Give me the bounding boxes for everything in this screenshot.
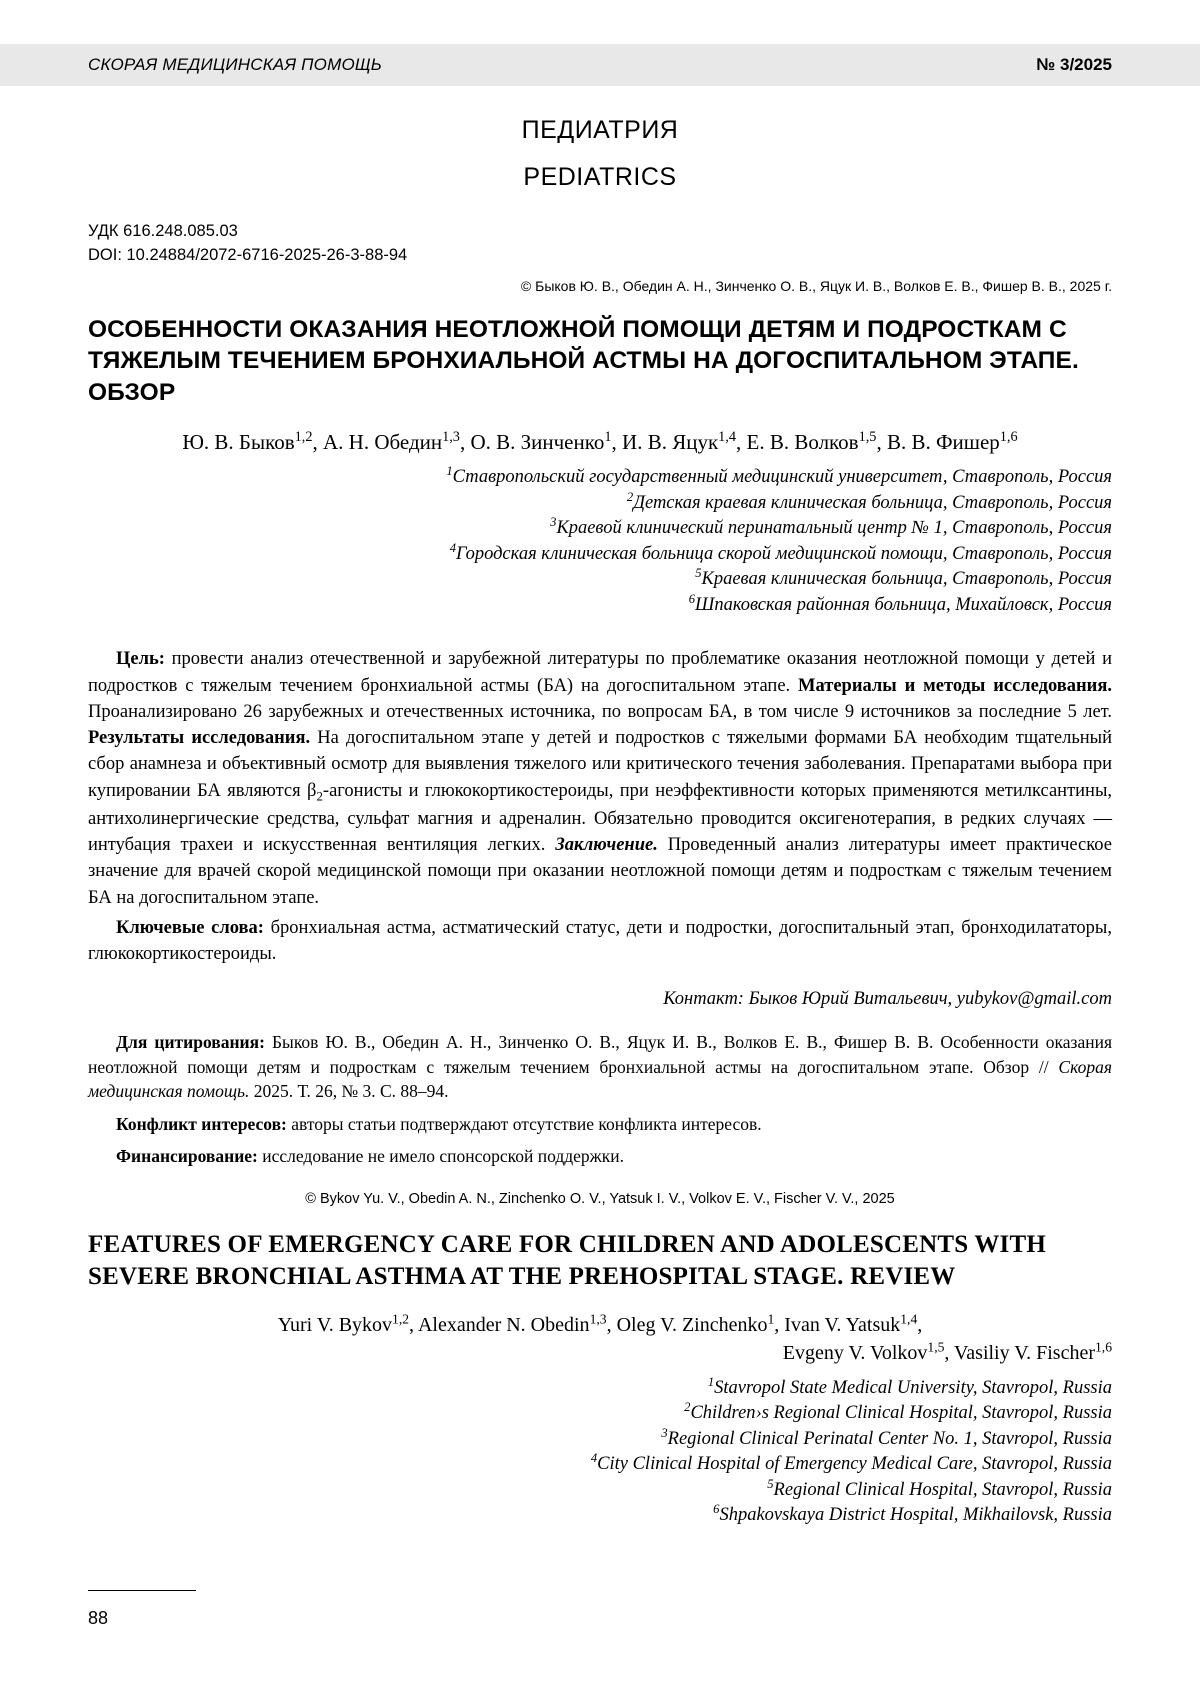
- affiliation-item: $^6$Shpakovskaya District Hospital, Mikhailovsk, Russia: [713, 1502, 1112, 1526]
- keywords-text: бронхиальная астма, астматический статус, дети и подростки, догоспитальный этап, бронходилататоры, глюкокортикостероиды.: [88, 917, 1112, 965]
- article-title-en: FEATURES OF EMERGENCY CARE FOR CHILDREN AND ADOLESCENTS WITH SEVERE BRONCHIAL ASTHMA AT THE PREHOSPITAL STAGE. REVIEW: [88, 1230, 1046, 1290]
- section-title-ru: ПЕДИАТРИЯ: [521, 116, 679, 144]
- footer-divider: [88, 1590, 196, 1591]
- copyright-en: © Bykov Yu. V., Obedin A. N., Zinchenko O. V., Yatsuk I. V., Volkov E. V., Fischer V. V., 2025: [305, 1190, 895, 1207]
- abstract-label-conclusion: Заключение.: [555, 835, 658, 856]
- contact-line: Контакт: Быков Юрий Витальевич, yubykov@gmail.com: [663, 989, 1112, 1010]
- affiliations-ru: [88, 465, 1112, 618]
- keywords-ru: [88, 915, 1112, 968]
- affiliation-item: $^4$City Clinical Hospital of Emergency Medical Care, Stavropol, Russia: [590, 1451, 1112, 1475]
- abstract-label-aim: Цель:: [116, 649, 165, 670]
- section-title-en: PEDIATRICS: [523, 163, 677, 191]
- abstract-text-methods: Проанализировано 26 зарубежных и отечественных источника, по вопросам БА, в том числе 9 источников за последние 5 лет.: [88, 701, 1112, 722]
- citation-label: Для цитирования:: [116, 1032, 265, 1053]
- affiliation-item: $^2$Children›s Regional Clinical Hospital, Stavropol, Russia: [684, 1400, 1112, 1424]
- abstract-label-results: Результаты исследования.: [88, 728, 311, 749]
- udk-code: УДК 616.248.085.03: [88, 222, 238, 240]
- authors-en: Yuri V. Bykov$^{1,2}$, Alexander N. Obedin$^{1,3}$, Oleg V. Zinchenko$^1$, Ivan V. Yatsuk$^{1,4}$, Evgeny V. Volkov$^{1,5}$, Vasiliy V. Fischer$^{1,6}$: [88, 1311, 1112, 1368]
- citation-text-after: 2025. Т. 26, № 3. С. 88–94.: [249, 1081, 449, 1102]
- abstract-text-aim: провести анализ отечественной и зарубежной литературы по проблематике оказания неотложной помощи у детей и подростков с тяжелым течением бронхиальной астмы (БА) на догоспитальном этапе.: [88, 649, 1112, 696]
- article-title-ru: ОСОБЕННОСТИ ОКАЗАНИЯ НЕОТЛОЖНОЙ ПОМОЩИ ДЕТЯМ И ПОДРОСТКАМ С ТЯЖЕЛЫМ ТЕЧЕНИЕМ БРОНХИАЛЬНОЙ АСТМЫ НА ДОГОСПИТАЛЬНОМ ЭТАПЕ. ОБЗОР: [88, 315, 1079, 406]
- authors-en-line2: Evgeny V. Volkov$^{1,5}$, Vasiliy V. Fischer$^{1,6}$: [782, 1339, 1112, 1365]
- journal-name: СКОРАЯ МЕДИЦИНСКАЯ ПОМОЩЬ: [88, 55, 383, 74]
- identifiers-block: [88, 220, 1112, 268]
- running-head: [88, 44, 1112, 86]
- doi-code: DOI: 10.24884/2072-6716-2025-26-3-88-94: [88, 245, 408, 264]
- affiliation-item: $^1$Stavropol State Medical University, Stavropol, Russia: [707, 1374, 1112, 1398]
- affiliation-item: $^3$Краевой клинический перинатальный центр № 1, Ставрополь, Россия: [550, 515, 1112, 539]
- funding-text: исследование не имело спонсорской поддержки.: [257, 1146, 624, 1167]
- affiliation-item: $^3$Regional Clinical Perinatal Center No. 1, Stavropol, Russia: [661, 1425, 1112, 1449]
- conflict-text: авторы статьи подтверждают отсутствие конфликта интересов.: [286, 1113, 762, 1134]
- citation-text-before: Быков Ю. В., Обедин А. Н., Зинченко О. В., Яцук И. В., Волков Е. В., Фишер В. В. Особенности оказания неотложной помощи детям и подросткам с тяжелым течением бронхиальной астмы на догоспитальном этапе. Обзор //: [88, 1032, 1112, 1077]
- copyright-ru: © Быков Ю. В., Обедин А. Н., Зинченко О. В., Яцук И. В., Волков Е. В., Фишер В. В., 2025 г.: [520, 277, 1112, 294]
- conflict-of-interest: [88, 1112, 1112, 1137]
- funding-label: Финансирование:: [116, 1146, 258, 1167]
- conflict-label: Конфликт интересов:: [116, 1113, 287, 1134]
- affiliation-item: $^5$Regional Clinical Hospital, Stavropol, Russia: [767, 1476, 1112, 1500]
- authors-ru: Ю. В. Быков$^{1,2}$, А. Н. Обедин$^{1,3}$, О. В. Зинченко$^1$, И. В. Яцук$^{1,4}$, Е. В. Волков$^{1,5}$, В. В. Фишер$^{1,6}$: [182, 428, 1018, 454]
- abstract-label-methods: Материалы и методы исследования.: [798, 675, 1112, 696]
- funding-statement: [88, 1144, 1112, 1169]
- affiliation-item: $^1$Ставропольский государственный медицинский университет, Ставрополь, Россия: [446, 464, 1112, 488]
- citation-journal: Скорая медицинская помощь.: [88, 1056, 1112, 1102]
- citation-block: [88, 1030, 1112, 1104]
- abstract-text-results: На догоспитальном этапе у детей и подростков с тяжелыми формами БА необходим тщательный сбор анамнеза и объективный осмотр для выявления тяжелого или критического течения заболевания. Препаратами выбора при купировании БА являются $\beta_2$-агонисты и глюкокортикостероиды, при неэффективности которых применяются метилксантины, антихолинергические средства, сульфат магния и адреналин. Обязательно проводится оксигенотерапия, в редких случаях — интубация трахеи и искусственная вентиляция легких.: [88, 728, 1113, 856]
- affiliation-item: $^2$Детская краевая клиническая больница, Ставрополь, Россия: [626, 489, 1112, 513]
- abstract-ru: [88, 646, 1112, 910]
- page-number: 88: [88, 1608, 109, 1628]
- page-content: [88, 100, 1112, 1529]
- affiliations-en: [88, 1376, 1112, 1529]
- affiliation-item: $^6$Шпаковская районная больница, Михайловск, Россия: [688, 591, 1112, 615]
- abstract-text-conclusion: Проведенный анализ литературы имеет практическое значение для врачей скорой медицинской помощи при оказании неотложной помощи детям и подросткам с тяжелым течением БА на догоспитальном этапе.: [88, 835, 1112, 908]
- affiliation-item: $^5$Краевая клиническая больница, Ставрополь, Россия: [695, 566, 1112, 590]
- keywords-label: Ключевые слова:: [116, 917, 264, 938]
- affiliation-item: $^4$Городская клиническая больница скорой медицинской помощи, Ставрополь, Россия: [449, 540, 1112, 564]
- issue-number: № 3/2025: [1036, 55, 1112, 74]
